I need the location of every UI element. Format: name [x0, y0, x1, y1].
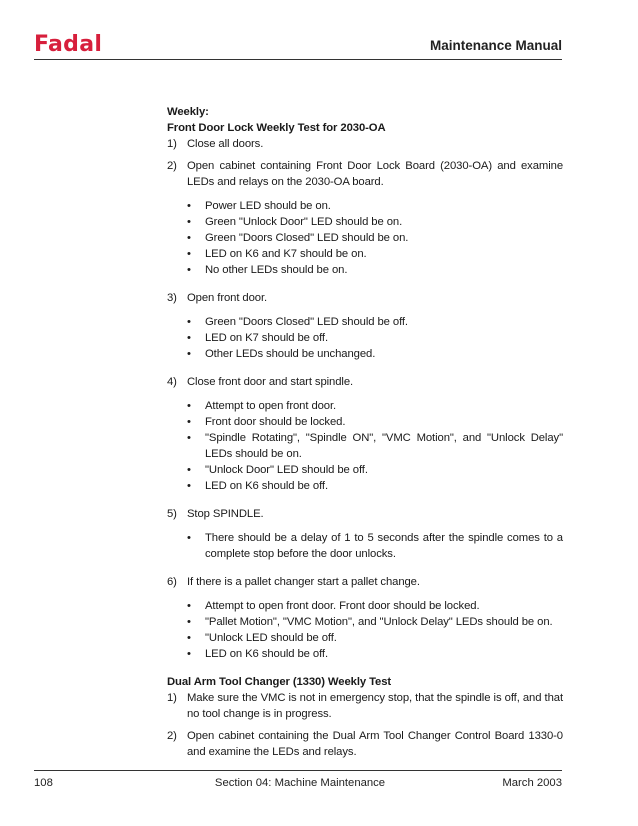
bullet-dot-icon: •	[187, 648, 191, 660]
bullet-text: No other LEDs should be on.	[205, 264, 348, 276]
bullet-dot-icon: •	[187, 632, 191, 644]
step-number: 2)	[167, 160, 177, 172]
bullet-dot-icon: •	[187, 600, 191, 612]
bullet-text: LED on K6 should be off.	[205, 480, 329, 492]
footer-date: March 2003	[502, 777, 562, 789]
bullet-item	[167, 430, 563, 462]
bullet-item	[167, 614, 563, 630]
bullet-text: "Unlock Door" LED should be off.	[205, 464, 368, 476]
procedure-step	[167, 728, 563, 760]
bullet-dot-icon: •	[187, 616, 191, 628]
bullet-text: Front door should be locked.	[205, 416, 346, 428]
procedure-step	[167, 158, 563, 190]
step-text: Close all doors.	[187, 138, 264, 150]
step-text: If there is a pallet changer start a pallet change.	[187, 576, 420, 588]
bullet-text: "Spindle Rotating", "Spindle ON", "VMC Motion", and "Unlock Delay" LEDs should be on.	[205, 432, 563, 460]
bullet-item	[167, 478, 563, 494]
procedure-section	[167, 674, 563, 762]
step-number: 2)	[167, 730, 177, 742]
bullet-item	[167, 262, 563, 278]
bullet-text: There should be a delay of 1 to 5 seconds after the spindle comes to a complete stop before the door unlocks.	[205, 532, 563, 560]
bullet-dot-icon: •	[187, 432, 191, 444]
bullet-dot-icon: •	[187, 248, 191, 260]
bullet-text: Power LED should be on.	[205, 200, 331, 212]
bullet-text: LED on K6 should be off.	[205, 648, 329, 660]
step-text: Open front door.	[187, 292, 268, 304]
page-number: 108	[34, 777, 53, 789]
bullet-item	[167, 530, 563, 562]
bullet-dot-icon: •	[187, 332, 191, 344]
bullet-dot-icon: •	[187, 200, 191, 212]
step-text: Open cabinet containing the Dual Arm Tool Changer Control Board 1330-0 and examine the LEDs and relays.	[187, 730, 563, 758]
step-number: 1)	[167, 692, 177, 704]
bullet-item	[167, 598, 563, 614]
bullet-dot-icon: •	[187, 348, 191, 360]
step-number: 6)	[167, 576, 177, 588]
bullet-item	[167, 198, 563, 214]
page-content	[167, 104, 563, 762]
bullet-item	[167, 314, 563, 330]
bullet-dot-icon: •	[187, 532, 191, 544]
bullet-item	[167, 330, 563, 346]
bullet-text: Other LEDs should be unchanged.	[205, 348, 376, 360]
bullet-dot-icon: •	[187, 316, 191, 328]
bullet-list	[167, 530, 563, 562]
bullet-dot-icon: •	[187, 232, 191, 244]
header-divider	[34, 59, 562, 60]
step-text: Make sure the VMC is not in emergency stop, that the spindle is off, and that no tool change is in progress.	[187, 692, 563, 720]
procedure-step	[167, 690, 563, 722]
procedure-step	[167, 290, 563, 306]
bullet-list	[167, 598, 563, 662]
section-heading: Dual Arm Tool Changer (1330) Weekly Test	[167, 676, 392, 688]
footer-divider	[34, 770, 562, 771]
bullet-dot-icon: •	[187, 400, 191, 412]
bullet-dot-icon: •	[187, 464, 191, 476]
bullet-text: Green "Doors Closed" LED should be off.	[205, 316, 408, 328]
procedure-step	[167, 506, 563, 522]
bullet-item	[167, 230, 563, 246]
bullet-item	[167, 214, 563, 230]
bullet-list	[167, 314, 563, 362]
procedure-section	[167, 104, 563, 662]
bullet-item	[167, 414, 563, 430]
bullet-dot-icon: •	[187, 480, 191, 492]
bullet-text: Green "Unlock Door" LED should be on.	[205, 216, 403, 228]
step-number: 4)	[167, 376, 177, 388]
bullet-item	[167, 346, 563, 362]
step-number: 5)	[167, 508, 177, 520]
section-heading: Front Door Lock Weekly Test for 2030-OA	[167, 122, 386, 134]
bullet-list	[167, 398, 563, 494]
procedure-step	[167, 136, 563, 152]
bullet-text: Attempt to open front door.	[205, 400, 337, 412]
footer-section: Section 04: Machine Maintenance	[214, 777, 386, 789]
bullet-dot-icon: •	[187, 416, 191, 428]
bullet-item	[167, 246, 563, 262]
procedure-step	[167, 574, 563, 590]
bullet-list	[167, 198, 563, 278]
bullet-text: "Pallet Motion", "VMC Motion", and "Unlock Delay" LEDs should be on.	[205, 616, 553, 628]
bullet-text: LED on K7 should be off.	[205, 332, 329, 344]
section-heading: Weekly:	[167, 106, 209, 118]
bullet-dot-icon: •	[187, 264, 191, 276]
step-text: Close front door and start spindle.	[187, 376, 354, 388]
bullet-text: Attempt to open front door. Front door should be locked.	[205, 600, 480, 612]
procedure-step	[167, 374, 563, 390]
fadal-logo: Fadal	[34, 32, 103, 57]
bullet-item	[167, 398, 563, 414]
bullet-text: LED on K6 and K7 should be on.	[205, 248, 367, 260]
bullet-text: Green "Doors Closed" LED should be on.	[205, 232, 409, 244]
step-text: Stop SPINDLE.	[187, 508, 264, 520]
step-number: 3)	[167, 292, 177, 304]
bullet-item	[167, 462, 563, 478]
bullet-dot-icon: •	[187, 216, 191, 228]
step-text: Open cabinet containing Front Door Lock Board (2030-OA) and examine LEDs and relays on the 2030-OA board.	[187, 160, 563, 188]
manual-title: Maintenance Manual	[429, 38, 562, 53]
bullet-text: "Unlock LED should be off.	[205, 632, 337, 644]
bullet-item	[167, 646, 563, 662]
step-number: 1)	[167, 138, 177, 150]
bullet-item	[167, 630, 563, 646]
